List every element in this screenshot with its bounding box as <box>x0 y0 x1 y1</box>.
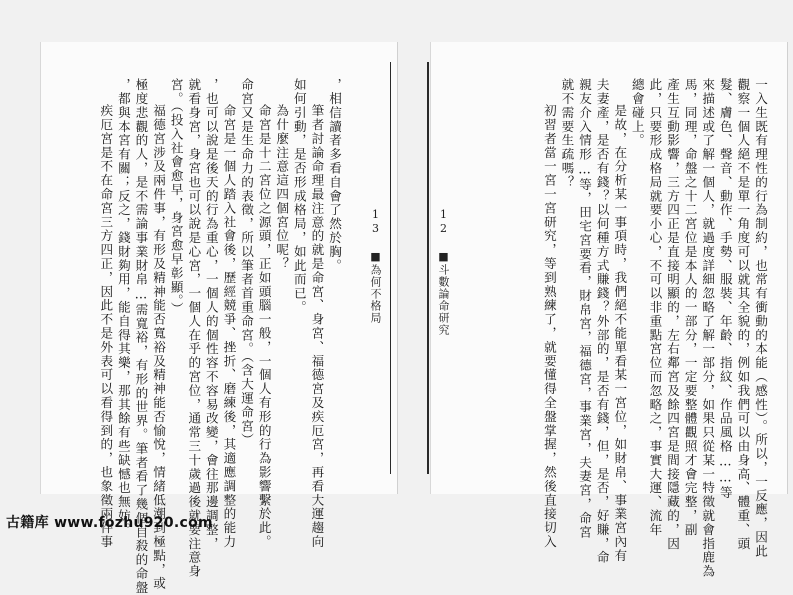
text-line: 命宮是十二宮位之源頭，正如頭腦一般，一個人有形的行為影響繫於此。 <box>256 104 272 549</box>
text-line: 馬，同理，命盤之十二宮位是本人的一部分，一定要整體觀照才會完整，副 <box>682 78 698 537</box>
text-line: 宮。（投入社會愈早，身宮愈早彰顯。） <box>168 78 184 316</box>
text-line: 此，只要形成格局就要小心，不可以非重點宮位而忽略之，事實大運、流年 <box>647 78 663 537</box>
right-page-margin-rule <box>427 62 429 474</box>
text-line: 筆者討論命理最注意的就是命宮、身宮、福德宮及疾厄宮，再看大運趨向 <box>309 104 325 549</box>
text-line: 夫妻產，是否有錢？以何種方式賺錢？外部的，是否有錢，但，是否，好賺，命 <box>594 78 610 565</box>
text-line: 是故，在分析某一事項時，我們絕不能單看某一宮位，如財帛、事業宮內有 <box>612 104 628 563</box>
right-page-text <box>503 78 769 579</box>
right-page <box>430 42 788 579</box>
text-line: ，相信讀者多看自會了然於胸。 <box>327 78 342 273</box>
text-line: ，都與本宮有關；反之，錢財夠用，能自得其樂，那其餘有些缺憾也無妨。 <box>115 78 131 537</box>
text-line: 初習者當一宮一宮研究，等到熟練了，就要懂得全盤掌握，然後直接切入 <box>541 104 557 549</box>
text-line: 命宮是一個人踏入社會後，歷經競爭、挫折、磨練後，其適應調整的能力 <box>221 104 237 549</box>
text-line: 為什麼注意這四個宮位呢？ <box>274 104 290 271</box>
text-line: 親友介入情形…等，田宅宮要看，財帛宮，福德宮，事業宮，夫妻宮，命宮 <box>577 78 593 540</box>
text-line: 就不需要生疏嗎？ <box>559 78 575 190</box>
text-line: 疾厄宮是不在命宮三方四正，因此不是外表可以看得到的，也象徵兩件事 <box>98 104 114 549</box>
text-line: 一入生既有理性的行為制約，也常有衝動的本能（感性）。所以，一反應，因此 <box>753 78 768 559</box>
text-line: 極度悲觀的人，是不需論事業財帛…需寬裕，有形的世界。筆者看了幾個自殺的命盤 <box>133 78 149 595</box>
text-line: 觀察一個人絕不是單一角度可以就其全貌的，例如我們可以由身高、體重、頭 <box>735 78 751 551</box>
text-line: 產生互動影響，三方四正是直接明顯的，左右鄰宮及餘四宮是間接隱藏的，因 <box>665 78 681 551</box>
text-line: 就看身宮，身宮也可以說是心宮，一個人在乎的宮位，通常三十歲過後就要注意身 <box>186 78 202 579</box>
text-line: 命宮又是生命力的表徵，所以筆者首重命宮。（含大運命宮） <box>239 78 255 447</box>
text-line: 福德宮涉及兩件事，有形及精神能否寬裕及精神能否愉悅，情緒低潮到極點，或 <box>151 104 167 591</box>
left-page-margin-rule <box>390 62 392 474</box>
left-running-head: 13 ■為何不格局 <box>369 208 382 324</box>
text-line: 總會碰上。 <box>629 78 645 148</box>
right-running-head: 12 ■斗數論命研究 <box>437 208 450 336</box>
site-watermark: 古籍库 www.fozhu920.com <box>6 515 213 531</box>
text-line: 來描述或了解一個人，就過度詳細忽略了解一部分，如果只從某一特徵就會指鹿為 <box>700 78 716 579</box>
text-line: 如何引動，是否形成格局，如此而已。 <box>291 78 307 315</box>
text-line: 髮、膚色、聲音、動作、手勢、服裝、年齡、指紋、作品風格……等 <box>717 78 733 500</box>
text-line: ，也可以說是後天的行為重心，一個人的個性容不容易改變，會往那邊調整， <box>203 78 219 551</box>
